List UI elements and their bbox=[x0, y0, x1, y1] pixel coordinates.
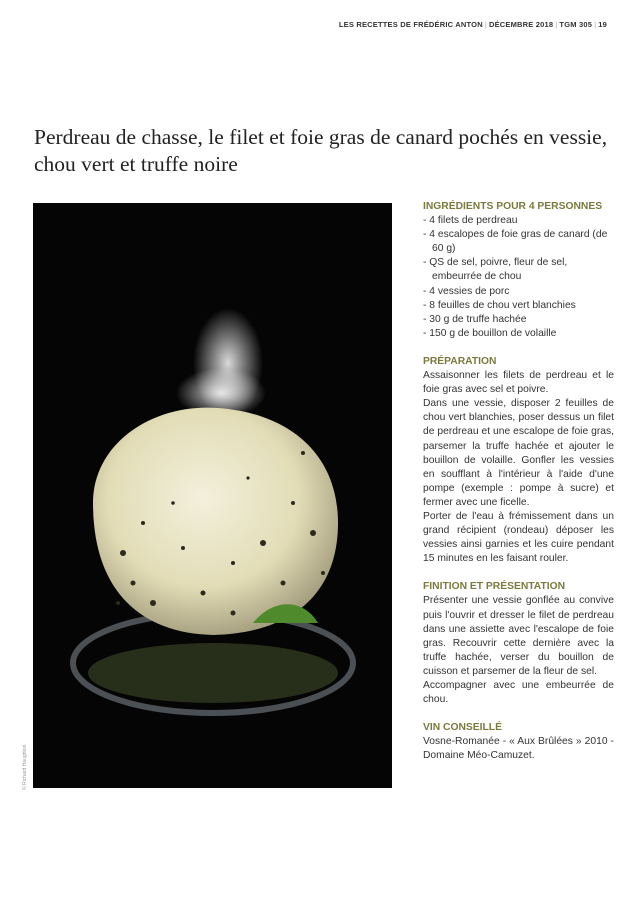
header-issue: TGM 305 bbox=[559, 20, 593, 29]
ingredient-item: - 4 escalopes de foie gras de canard (de 60 g) bbox=[423, 229, 608, 255]
ingredient-item: - 4 vessies de porc bbox=[423, 285, 510, 297]
preparation-section bbox=[423, 355, 614, 566]
preparation-paragraph: Assaisonner les filets de perdreau et le foie gras avec sel et poivre. bbox=[423, 370, 614, 396]
photo-credit: © Richard Haughton bbox=[22, 744, 28, 790]
recipe-column bbox=[423, 200, 614, 763]
page-number: 19 bbox=[598, 20, 607, 29]
preparation-paragraph: Dans une vessie, disposer 2 feuilles de chou vert blanchies, poser dessus un filet de perdreau et une escalope de foie gras, parsemer la truffe hachée et ajouter le bouillon de volaille. Gonfler les vessies en soufflant à l'intérieur à l'aide d'une pompe (exemple : pompe à sucre) et fermer avec une ficelle. bbox=[423, 398, 614, 508]
finition-paragraph: Présenter une vessie gonflée au convive puis l'ouvrir et dresser le filet de perdreau dans une assiette avec l'escalope de foie gras. Recouvrir cette dernière avec la truffe hachée, verser du bouillon de cuisson et parsemer de la fleur de sel. bbox=[423, 595, 614, 677]
running-header: LES RECETTES DE FRÉDÉRIC ANTON | DÉCEMBRE 2018 | TGM 305 | 19 bbox=[338, 20, 607, 29]
ingredient-item: - 30 g de truffe hachée bbox=[423, 313, 527, 325]
wine-section bbox=[423, 721, 614, 763]
preparation-paragraph: Porter de l'eau à frémissement dans un grand récipient (rondeau) déposer les vessies ainsi garnies et les cuire pendant 15 minutes en les faisant rouler. bbox=[423, 510, 614, 565]
ingredient-item: - QS de sel, poivre, fleur de sel, embeurrée de chou bbox=[423, 257, 568, 283]
ingredients-heading: INGRÉDIENTS POUR 4 PERSONNES bbox=[423, 201, 603, 212]
ingredient-item: - 150 g de bouillon de volaille bbox=[423, 327, 557, 339]
recipe-title: Perdreau de chasse, le filet et foie gras de canard pochés en vessie, chou vert et truffe noire bbox=[34, 125, 608, 176]
ingredients-list bbox=[423, 214, 614, 341]
finition-paragraph: Accompagner avec une embeurrée de chou. bbox=[423, 680, 614, 706]
header-section: LES RECETTES DE FRÉDÉRIC ANTON bbox=[338, 20, 483, 29]
dish-photo bbox=[33, 203, 392, 788]
ingredients-section bbox=[423, 200, 614, 341]
finition-section bbox=[423, 580, 614, 707]
wine-heading: VIN CONSEILLÉ bbox=[423, 722, 502, 734]
wine-recommendation: Vosne-Romanée - « Aux Brûlées » 2010 - Domaine Méo-Camuzet. bbox=[423, 736, 614, 762]
header-date: DÉCEMBRE 2018 bbox=[488, 20, 554, 29]
finition-heading: FINITION ET PRÉSENTATION bbox=[423, 581, 566, 593]
ingredient-item: - 4 filets de perdreau bbox=[423, 215, 518, 227]
preparation-heading: PRÉPARATION bbox=[423, 355, 497, 367]
ingredient-item: - 8 feuilles de chou vert blanchies bbox=[423, 299, 576, 311]
